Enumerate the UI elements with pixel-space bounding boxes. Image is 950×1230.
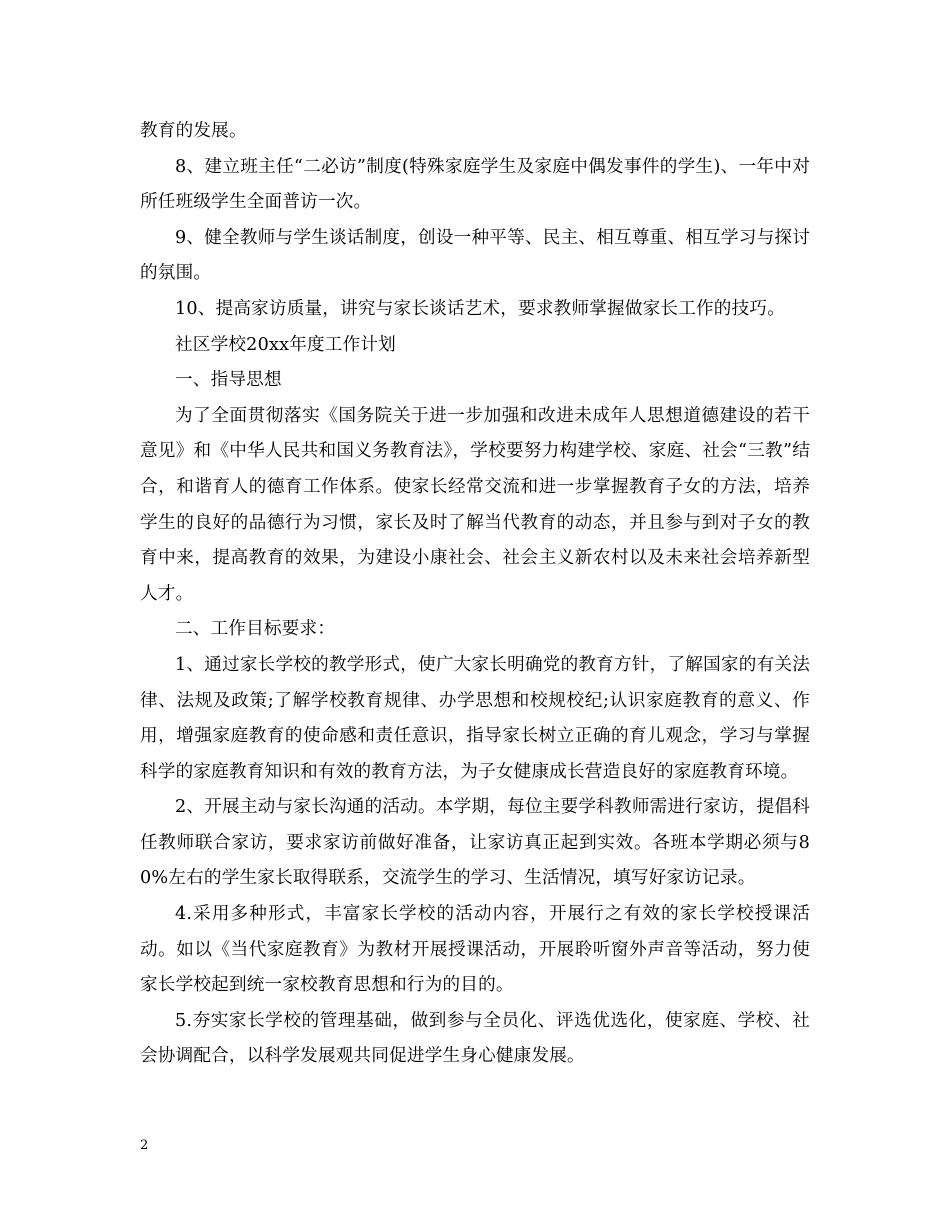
section-heading: 二、工作目标要求： <box>175 619 336 640</box>
paragraph: 教育的发展。 <box>140 121 247 141</box>
paragraph: 9、健全教师与学生谈话制度，创设一种平等、民主、相互尊重、相互学习与探讨的氛围。 <box>140 227 810 284</box>
section-title: 社区学校20xx年度工作计划 <box>175 334 396 355</box>
paragraph: 2、开展主动与家长沟通的活动。本学期，每位主要学科教师需进行家访，提倡科任教师联合家访，要求家访前做好准备，让家访真正起到实效。各班本学期必须与80%左右的学生家长取得联系，交流学生的学习、生活情况，填写好家访记录。 <box>140 797 810 889</box>
section-heading: 一、指导思想 <box>175 370 282 391</box>
page-number: 2 <box>140 1138 149 1153</box>
paragraph: 4.采用多种形式，丰富家长学校的活动内容，开展行之有效的家长学校授课活动。如以《当代家庭教育》为教材开展授课活动，开展聆听窗外声音等活动，努力使家长学校起到统一家校教育思想和行为的目的。 <box>140 904 810 996</box>
paragraph: 1、通过家长学校的教学形式，使广大家长明确党的教育方针，了解国家的有关法律、法规及政策;了解学校教育规律、办学思想和校规校纪;认识家庭教育的意义、作用，增强家庭教育的使命感和责任意识，指导家长树立正确的育儿观念，学习与掌握科学的家庭教育知识和有效的教育方法，为子女健康成长营造良好的家庭教育环境。 <box>140 654 810 782</box>
paragraph: 5.夯实家长学校的管理基础，做到参与全员化、评选优选化，使家庭、学校、社会协调配合，以科学发展观共同促进学生身心健康发展。 <box>140 1010 810 1067</box>
paragraph: 10、提高家访质量，讲究与家长谈话艺术，要求教师掌握做家长工作的技巧。 <box>175 298 785 319</box>
document-body <box>140 114 810 1075</box>
paragraph: 8、建立班主任“二必访”制度(特殊家庭学生及家庭中偶发事件的学生)、一年中对所任班级学生全面普访一次。 <box>140 156 810 213</box>
paragraph: 为了全面贯彻落实《国务院关于进一步加强和改进未成年人思想道德建设的若干意见》和《中华人民共和国义务教育法》，学校要努力构建学校、家庭、社会“三教”结合，和谐育人的德育工作体系。使家长经常交流和进一步掌握教育子女的方法，培养学生的良好的品德行为习惯，家长及时了解当代教育的动态，并且参与到对子女的教育中来，提高教育的效果，为建设小康社会、社会主义新农村以及未来社会培养新型人才。 <box>140 405 810 604</box>
